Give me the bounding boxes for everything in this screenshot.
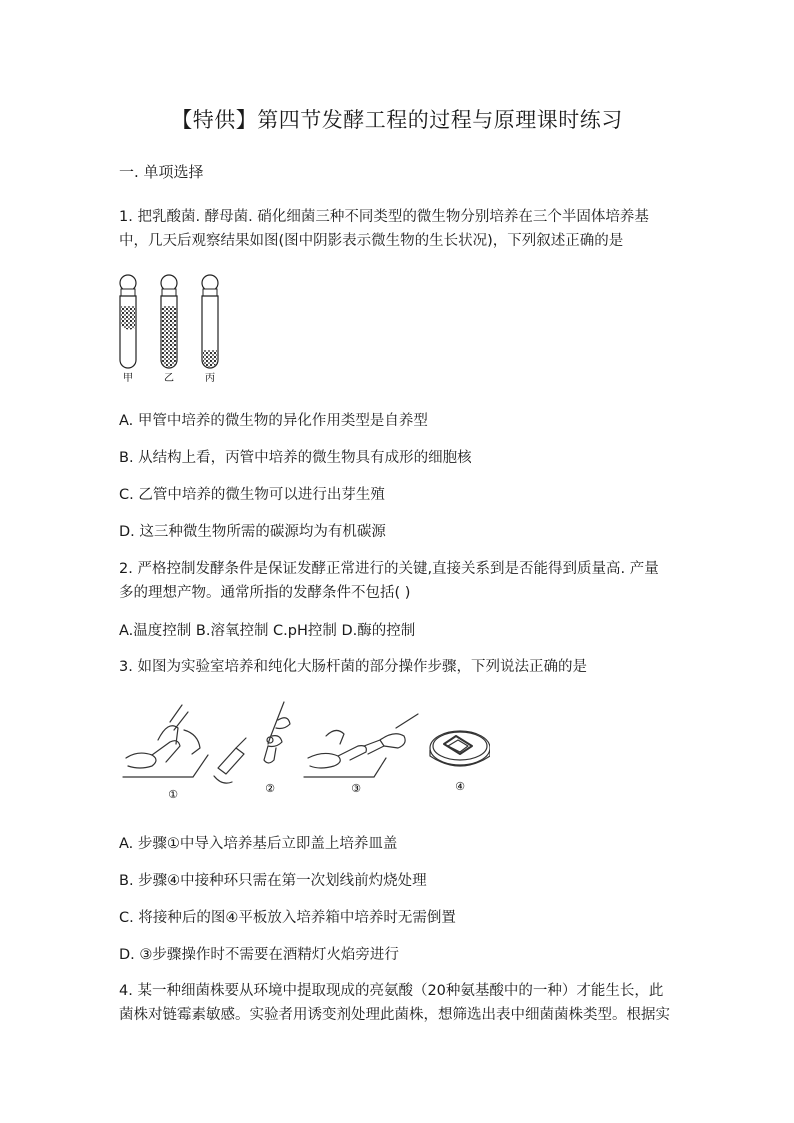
q4-stem-line1: 4. 某一种细菌株要从环境中提取现成的亮氨酸（20种氨基酸中的一种）才能生长，此 [119,983,664,999]
step1-pouring-illustration [123,705,246,783]
q3-option-b: B. 步骤④中接种环只需在第一次划线前灼烧处理 [119,873,427,889]
q2-stem-line1: 2. 严格控制发酵条件是保证发酵正常进行的关键,直接关系到是否能得到质量高. 产量 [119,561,659,577]
q1-option-c: C. 乙管中培养的微生物可以进行出芽生殖 [119,487,385,503]
q1-option-b: B. 从结构上看，丙管中培养的微生物具有成形的细胞核 [119,450,472,466]
q2-stem-line2: 多的理想产物。通常所指的发酵条件不包括( ) [119,585,411,601]
step4-label: ④ [455,780,465,793]
section-heading: 一. 单项选择 [119,163,204,181]
test-tube-jia [120,275,136,368]
q3-option-a: A. 步骤①中导入培养基后立即盖上培养皿盖 [119,836,398,852]
step2-flaming-illustration [264,702,290,763]
step3-label: ③ [351,782,361,795]
tube-label-yi: 乙 [164,373,174,384]
step1-label: ① [168,788,178,801]
q1-test-tube-figure [110,268,230,388]
test-tube-yi [161,275,177,368]
q3-stem: 3. 如图为实验室培养和纯化大肠杆菌的部分操作步骤，下列说法正确的是 [119,659,587,675]
q4-stem-line2: 菌株对链霉素敏感。实验者用诱变剂处理此菌株，想筛选出表中细菌菌株类型。根据实 [119,1007,670,1023]
step2-label: ② [265,782,275,795]
step4-streak-plate-illustration [430,731,490,766]
step3-inoculating-illustration [304,714,418,777]
q1-stem-line2: 中，几天后观察结果如图(图中阴影表示微生物的生长状况)，下列叙述正确的是 [119,233,624,249]
q3-option-d: D. ③步骤操作时不需要在酒精灯火焰旁进行 [119,947,399,963]
q1-option-d: D. 这三种微生物所需的碳源均为有机碳源 [119,524,386,540]
tube-label-jia: 甲 [123,373,133,384]
q3-procedure-figure [118,700,490,804]
page-title: 【特供】第四节发酵工程的过程与原理课时练习 [171,108,623,132]
q2-options: A.温度控制 B.溶氧控制 C.pH控制 D.酶的控制 [119,623,416,639]
tube-label-bing: 丙 [205,373,215,384]
q1-stem-line1: 1. 把乳酸菌. 酵母菌. 硝化细菌三种不同类型的微生物分别培养在三个半固体培养基 [119,209,649,225]
q1-option-a: A. 甲管中培养的微生物的异化作用类型是自养型 [119,413,428,429]
test-tube-bing [202,275,218,368]
q3-option-c: C. 将接种后的图④平板放入培养箱中培养时无需倒置 [119,910,456,926]
